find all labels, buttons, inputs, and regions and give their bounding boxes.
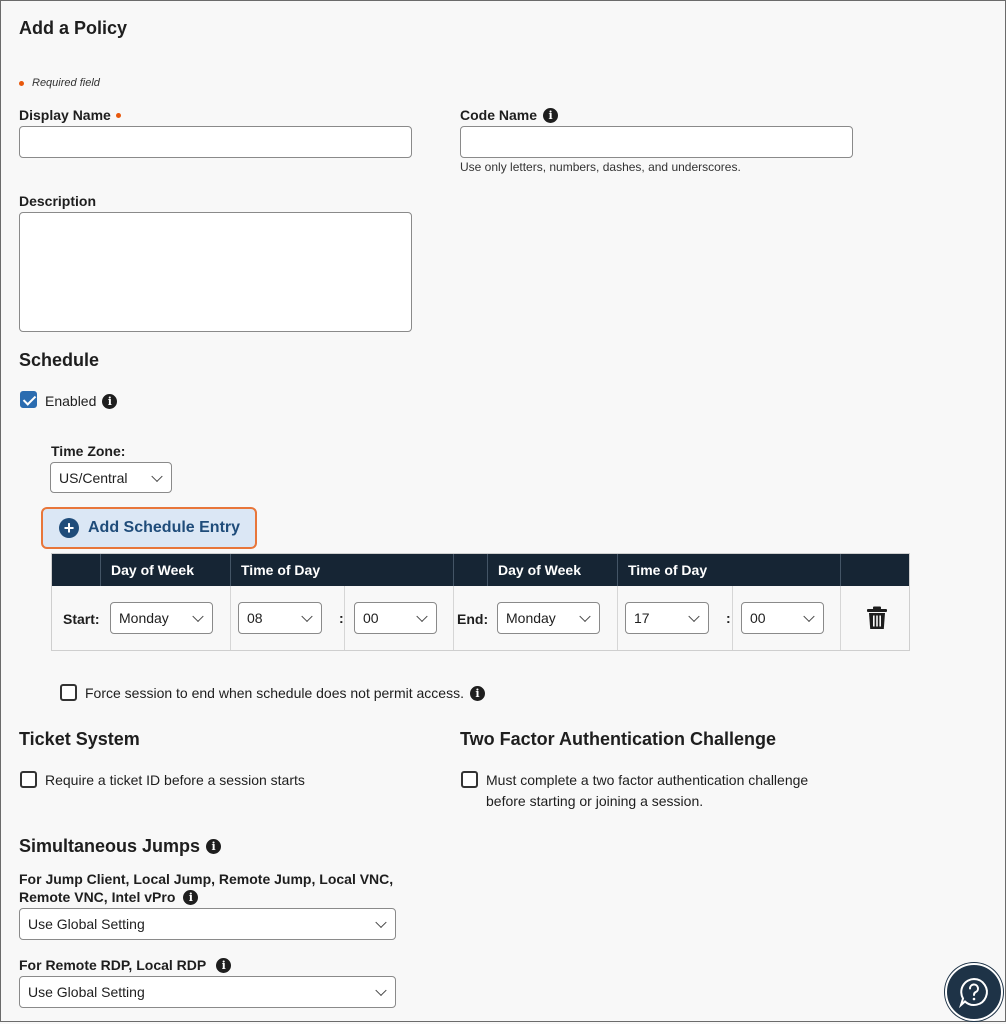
required-note: Required field xyxy=(19,77,100,89)
display-name-input[interactable] xyxy=(19,126,412,158)
end-label: End: xyxy=(457,611,489,627)
chevron-down-icon xyxy=(301,611,312,622)
header-day-of-week-end: Day of Week xyxy=(487,554,617,586)
info-icon[interactable]: i xyxy=(102,394,117,409)
chevron-down-icon xyxy=(151,470,162,481)
chevron-down-icon xyxy=(579,611,590,622)
two-factor-checkbox[interactable] xyxy=(461,771,478,788)
header-spacer xyxy=(453,554,487,586)
display-name-label: Display Name xyxy=(19,107,121,123)
start-minute-select[interactable]: 00 xyxy=(354,602,437,634)
code-name-hint: Use only letters, numbers, dashes, and underscores. xyxy=(460,160,741,174)
column-divider xyxy=(230,586,231,650)
chevron-down-icon xyxy=(416,611,427,622)
column-divider xyxy=(617,586,618,650)
time-colon: : xyxy=(339,610,344,626)
code-name-label: Code Name i xyxy=(460,107,558,123)
column-divider xyxy=(840,586,841,650)
chevron-down-icon xyxy=(688,611,699,622)
page-title: Add a Policy xyxy=(19,18,128,38)
info-icon[interactable]: i xyxy=(216,958,231,973)
schedule-enabled-label: Enabled i xyxy=(45,393,117,409)
jump-group1-select[interactable]: Use Global Setting xyxy=(19,908,396,940)
header-time-of-day-start: Time of Day xyxy=(230,554,453,586)
timezone-select[interactable]: US/Central xyxy=(50,462,172,493)
trash-icon[interactable] xyxy=(867,606,887,630)
header-actions xyxy=(840,554,909,586)
force-session-end-label: Force session to end when schedule does not permit access. i xyxy=(85,685,485,701)
column-divider xyxy=(732,586,733,650)
description-label: Description xyxy=(19,193,97,209)
info-icon[interactable]: i xyxy=(183,890,198,905)
header-day-of-week-start: Day of Week xyxy=(100,554,230,586)
end-minute-select[interactable]: 00 xyxy=(741,602,824,634)
start-label: Start: xyxy=(63,611,100,627)
description-textarea[interactable] xyxy=(19,212,412,332)
info-icon[interactable]: i xyxy=(470,686,485,701)
timezone-label: Time Zone: xyxy=(51,443,126,459)
chevron-down-icon xyxy=(192,611,203,622)
start-day-select[interactable]: Monday xyxy=(110,602,213,634)
info-icon[interactable]: i xyxy=(206,839,221,854)
jump-group2-label: For Remote RDP, Local RDP i xyxy=(19,957,231,973)
required-dot-icon xyxy=(19,81,24,86)
jump-group1-label-line1: For Jump Client, Local Jump, Remote Jump, Local VNC, xyxy=(19,871,394,887)
info-icon[interactable]: i xyxy=(543,108,558,123)
two-factor-heading: Two Factor Authentication Challenge xyxy=(460,729,777,749)
column-divider xyxy=(344,586,345,650)
simultaneous-jumps-heading: Simultaneous Jumps i xyxy=(19,836,221,857)
jump-group2-select[interactable]: Use Global Setting xyxy=(19,976,396,1008)
two-factor-label-line2: before starting or joining a session. xyxy=(486,793,704,809)
ticket-system-heading: Ticket System xyxy=(19,729,140,749)
force-session-end-checkbox[interactable] xyxy=(60,684,77,701)
schedule-table-header xyxy=(52,554,909,586)
two-factor-label-line1: Must complete a two factor authentication challenge xyxy=(486,772,809,788)
start-hour-select[interactable]: 08 xyxy=(238,602,322,634)
column-divider xyxy=(453,586,454,650)
jump-group1-label-line2: Remote VNC, Intel vPro i xyxy=(19,889,198,905)
help-chat-button[interactable] xyxy=(945,963,1003,1021)
required-dot-icon xyxy=(116,113,121,118)
chevron-down-icon xyxy=(375,985,386,996)
header-time-of-day-end: Time of Day xyxy=(617,554,840,586)
require-ticket-checkbox[interactable] xyxy=(20,771,37,788)
schedule-enabled-checkbox[interactable] xyxy=(20,391,37,408)
end-day-select[interactable]: Monday xyxy=(497,602,600,634)
chevron-down-icon xyxy=(803,611,814,622)
chevron-down-icon xyxy=(375,917,386,928)
help-chat-icon xyxy=(947,965,1001,1019)
plus-circle-icon: + xyxy=(59,518,79,538)
time-colon: : xyxy=(726,610,731,626)
add-schedule-entry-button[interactable]: + Add Schedule Entry xyxy=(41,507,257,549)
code-name-input[interactable] xyxy=(460,126,853,158)
require-ticket-label: Require a ticket ID before a session starts xyxy=(45,772,305,788)
end-hour-select[interactable]: 17 xyxy=(625,602,709,634)
schedule-heading: Schedule xyxy=(19,350,100,370)
